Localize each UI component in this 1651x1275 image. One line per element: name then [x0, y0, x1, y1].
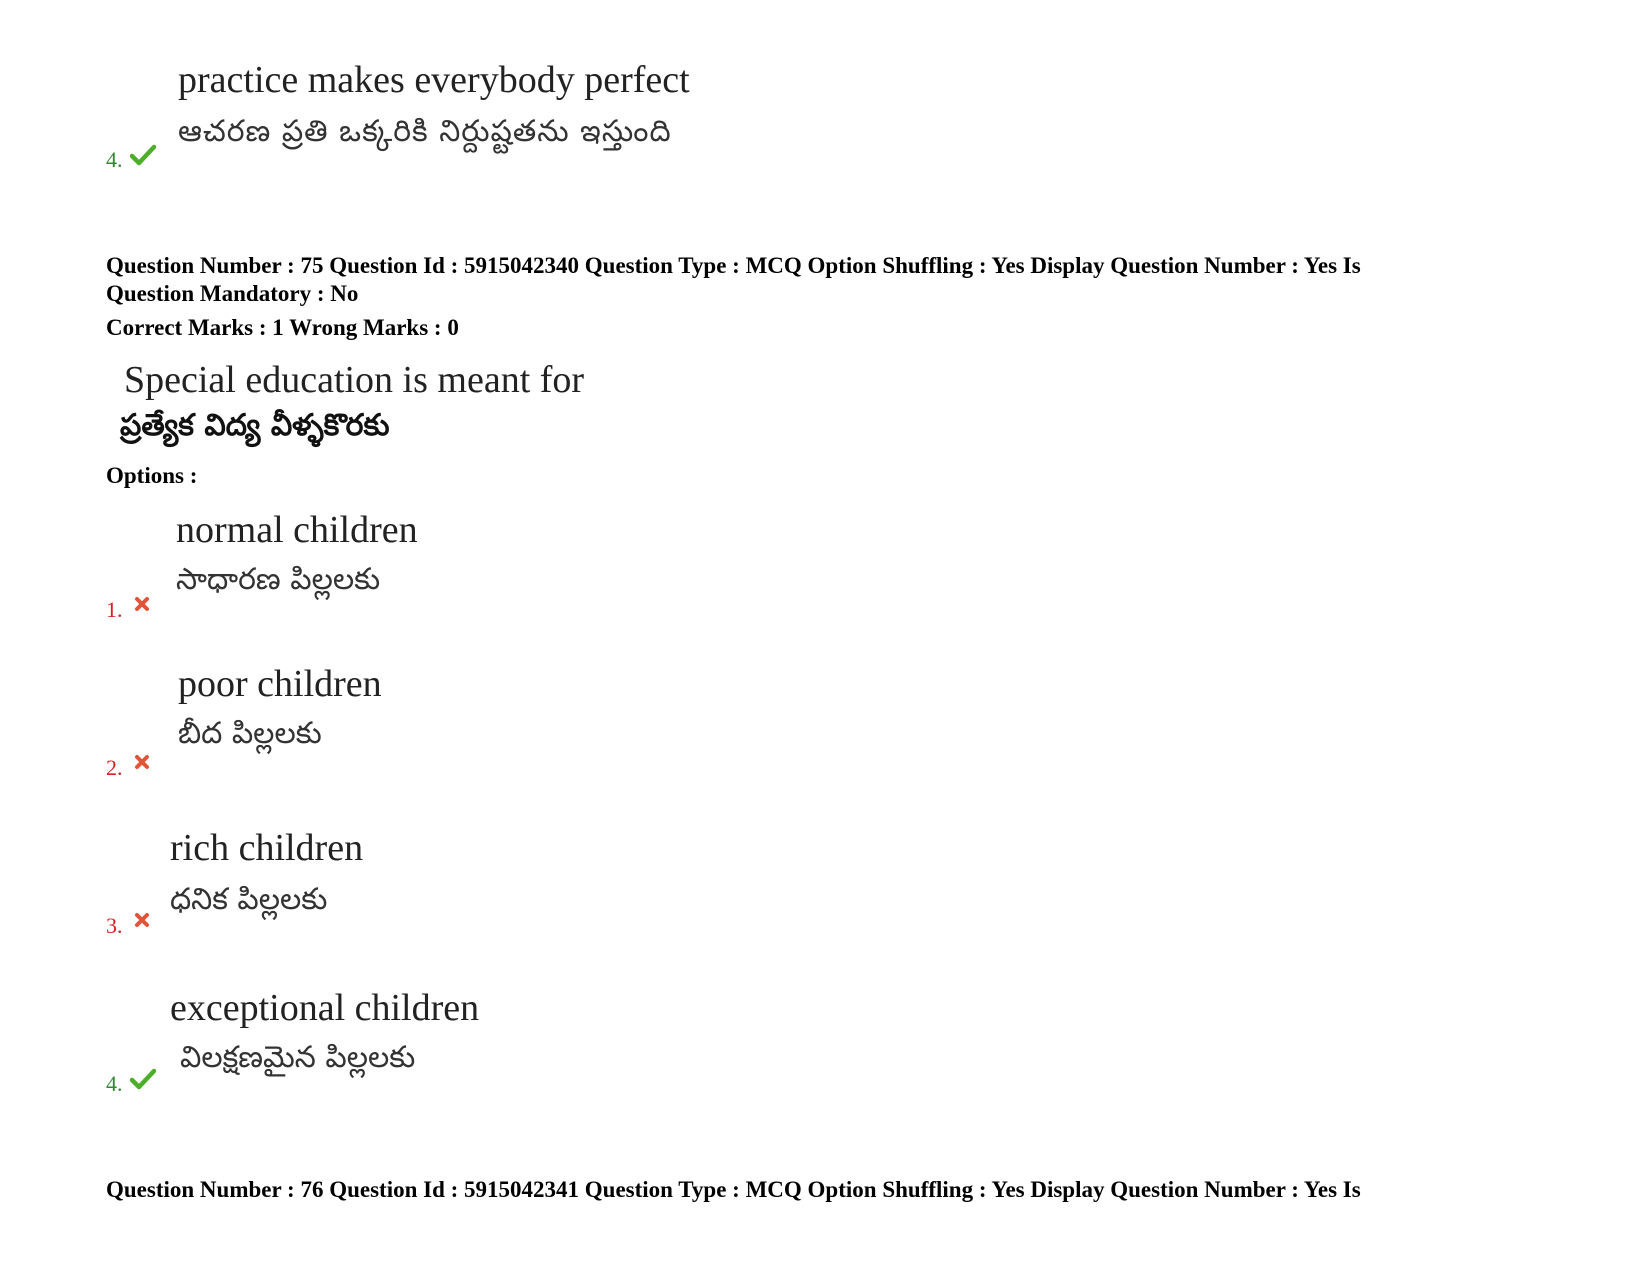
- option-1-number: 1.: [106, 597, 123, 622]
- prev-option-4-telugu: ఆచరణ ప్రతి ఒక్కరికి నిర్దుష్టతను ఇస్తుంది: [178, 114, 672, 149]
- cross-icon: [134, 912, 150, 933]
- checkmark-icon: [130, 144, 156, 171]
- cross-icon: [134, 754, 150, 775]
- option-2-telugu: బీద పిల్లలకు: [178, 716, 322, 751]
- question-75-telugu: ప్రత్యేక విద్య వీళ్ళకొరకు: [120, 408, 390, 443]
- option-3-english: rich children: [170, 827, 364, 869]
- question-75-english: Special education is meant for: [124, 359, 585, 401]
- option-4-english: exceptional children: [170, 987, 480, 1029]
- option-1-telugu: సాధారణ పిల్లలకు: [176, 562, 381, 597]
- question-75-meta-line2: Question Mandatory : No: [106, 281, 359, 306]
- option-4-number: 4.: [106, 1071, 123, 1096]
- checkmark-icon: [130, 1068, 156, 1095]
- prev-option-4-english: practice makes everybody perfect: [178, 59, 690, 101]
- question-76-meta-line1: Question Number : 76 Question Id : 5915042341 Question Type : MCQ Option Shuffling : Yes Display Question Number : Yes Is: [106, 1177, 1361, 1202]
- option-4-telugu: విలక్షణమైన పిల్లలకు: [180, 1040, 416, 1075]
- options-label: Options :: [106, 463, 198, 488]
- option-2-english: poor children: [178, 663, 382, 705]
- option-3-telugu: ధనిక పిల్లలకు: [170, 882, 328, 917]
- question-75-marks: Correct Marks : 1 Wrong Marks : 0: [106, 315, 459, 340]
- prev-option-4-number: 4.: [106, 147, 123, 172]
- option-1-english: normal children: [176, 509, 418, 551]
- option-3-number: 3.: [106, 913, 123, 938]
- option-2-number: 2.: [106, 755, 123, 780]
- question-75-meta-line1: Question Number : 75 Question Id : 5915042340 Question Type : MCQ Option Shuffling : Yes Display Question Number : Yes Is: [106, 253, 1361, 278]
- cross-icon: [134, 596, 150, 617]
